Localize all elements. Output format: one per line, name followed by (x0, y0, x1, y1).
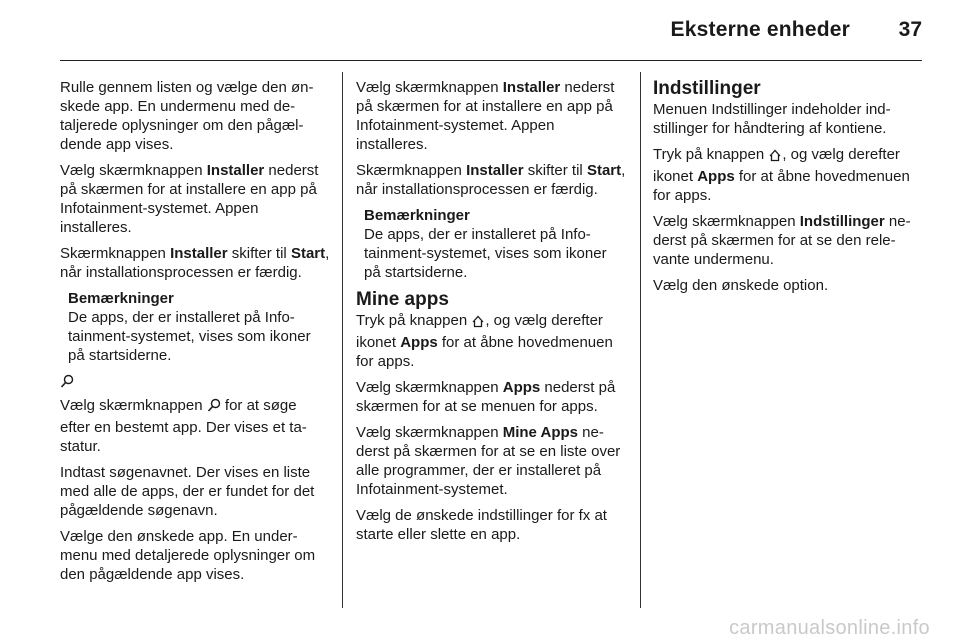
button-label: Start (586, 162, 622, 179)
note-block (60, 289, 330, 365)
paragraph (356, 378, 626, 416)
text: nederst på skærmen for at se den relevante undermenu. (653, 213, 911, 268)
note-text: De apps, der er installeret på Infotainment-systemet, vises som ikoner på startsiderne. (364, 226, 607, 281)
column-3 (653, 78, 925, 302)
paragraph: Indtast søgenavnet. Der vises en liste med alle de apps, der er fundet for det pågældende søgenavn. (60, 464, 315, 519)
paragraph: Menuen Indstillinger indeholder indstillinger for håndtering af kontiene. (653, 101, 891, 137)
paragraph (60, 244, 330, 282)
home-icon (471, 314, 485, 333)
button-label: Installer (170, 245, 228, 262)
text: , når installationsprocessen er færdig. (60, 245, 330, 281)
button-label: Installer (502, 79, 561, 96)
text: Vælg skærmknappen (60, 397, 207, 414)
section-heading: Mine apps (356, 289, 449, 310)
column-2 (356, 78, 626, 551)
text: nederst på skærmen for at installere en app på Infotainment-systemet. Appen installeres. (356, 79, 615, 153)
text: , når installationsprocessen er færdig. (356, 162, 626, 198)
search-icon (207, 398, 221, 418)
paragraph: Rulle gennem listen og vælge den ønskede app. En undermenu med detaljerede oplysninger om den pågældende app vises. (60, 79, 314, 153)
column-divider (342, 72, 343, 608)
watermark: carmanualsonline.info (729, 617, 930, 639)
paragraph (356, 423, 626, 499)
text: Tryk på knappen (356, 312, 472, 329)
button-label: Installer (466, 162, 524, 179)
paragraph (653, 145, 925, 205)
text: skifter til (227, 245, 291, 262)
text: nederst på skærmen for at installere en app på Infotainment-systemet. Appen installeres. (60, 162, 319, 236)
paragraph (356, 161, 626, 199)
text: Skærmknappen (356, 162, 467, 179)
text: Tryk på knappen (653, 146, 769, 163)
text: Skærmknappen (60, 245, 171, 262)
text: , og vælg derefter ikonet (356, 312, 603, 351)
paragraph (60, 161, 330, 237)
text: Vælg skærmknappen (653, 213, 800, 230)
text: , og vælg derefter ikonet (653, 146, 900, 185)
search-icon-heading (60, 372, 330, 390)
text: for at søge efter en bestemt app. Der vises et tastatur. (60, 397, 307, 455)
page-number: 37 (898, 18, 922, 41)
text: Vælg skærmknappen (60, 162, 207, 179)
note-title: Bemærkninger (364, 207, 470, 224)
column-divider (640, 72, 641, 608)
note-block (356, 206, 626, 282)
home-icon (768, 148, 782, 167)
button-label: Apps (502, 379, 541, 396)
paragraph (356, 311, 626, 371)
note-text: De apps, der er installeret på Infotainment-systemet, vises som ikoner på startsiderne. (68, 309, 311, 364)
header-rule (60, 60, 922, 61)
text: nederst på skærmen for at se en liste over alle programmer, der er installeret på Infotainment-systemet. (356, 424, 621, 498)
text: nederst på skærmen for at se menuen for apps. (356, 379, 616, 415)
column-1 (60, 78, 330, 591)
note-title: Bemærkninger (68, 290, 174, 307)
button-label: Apps (697, 168, 735, 185)
section-heading: Indstillinger (653, 78, 761, 99)
paragraph: Vælg den ønskede option. (653, 277, 829, 294)
paragraph: Vælge den ønskede app. En undermenu med detaljerede oplysninger om den pågældende app vises. (60, 528, 316, 583)
text: Vælg skærmknappen (356, 424, 503, 441)
text: for at åbne hovedmenuen for apps. (356, 334, 613, 370)
button-label: Installer (206, 162, 265, 179)
paragraph: Vælg de ønskede indstillinger for fx at starte eller slette en app. (356, 507, 607, 543)
button-label: Start (290, 245, 326, 262)
button-label: Apps (400, 334, 438, 351)
text: Vælg skærmknappen (356, 79, 503, 96)
paragraph (356, 78, 626, 154)
text: Vælg skærmknappen (356, 379, 503, 396)
text: skifter til (523, 162, 587, 179)
search-icon (60, 374, 74, 394)
button-label: Mine Apps (502, 424, 579, 441)
paragraph (653, 212, 925, 269)
page-title: Eksterne enheder (670, 18, 850, 41)
button-label: Indstillinger (799, 213, 885, 230)
text: for at åbne hovedmenuen for apps. (653, 168, 910, 204)
paragraph (60, 396, 330, 456)
